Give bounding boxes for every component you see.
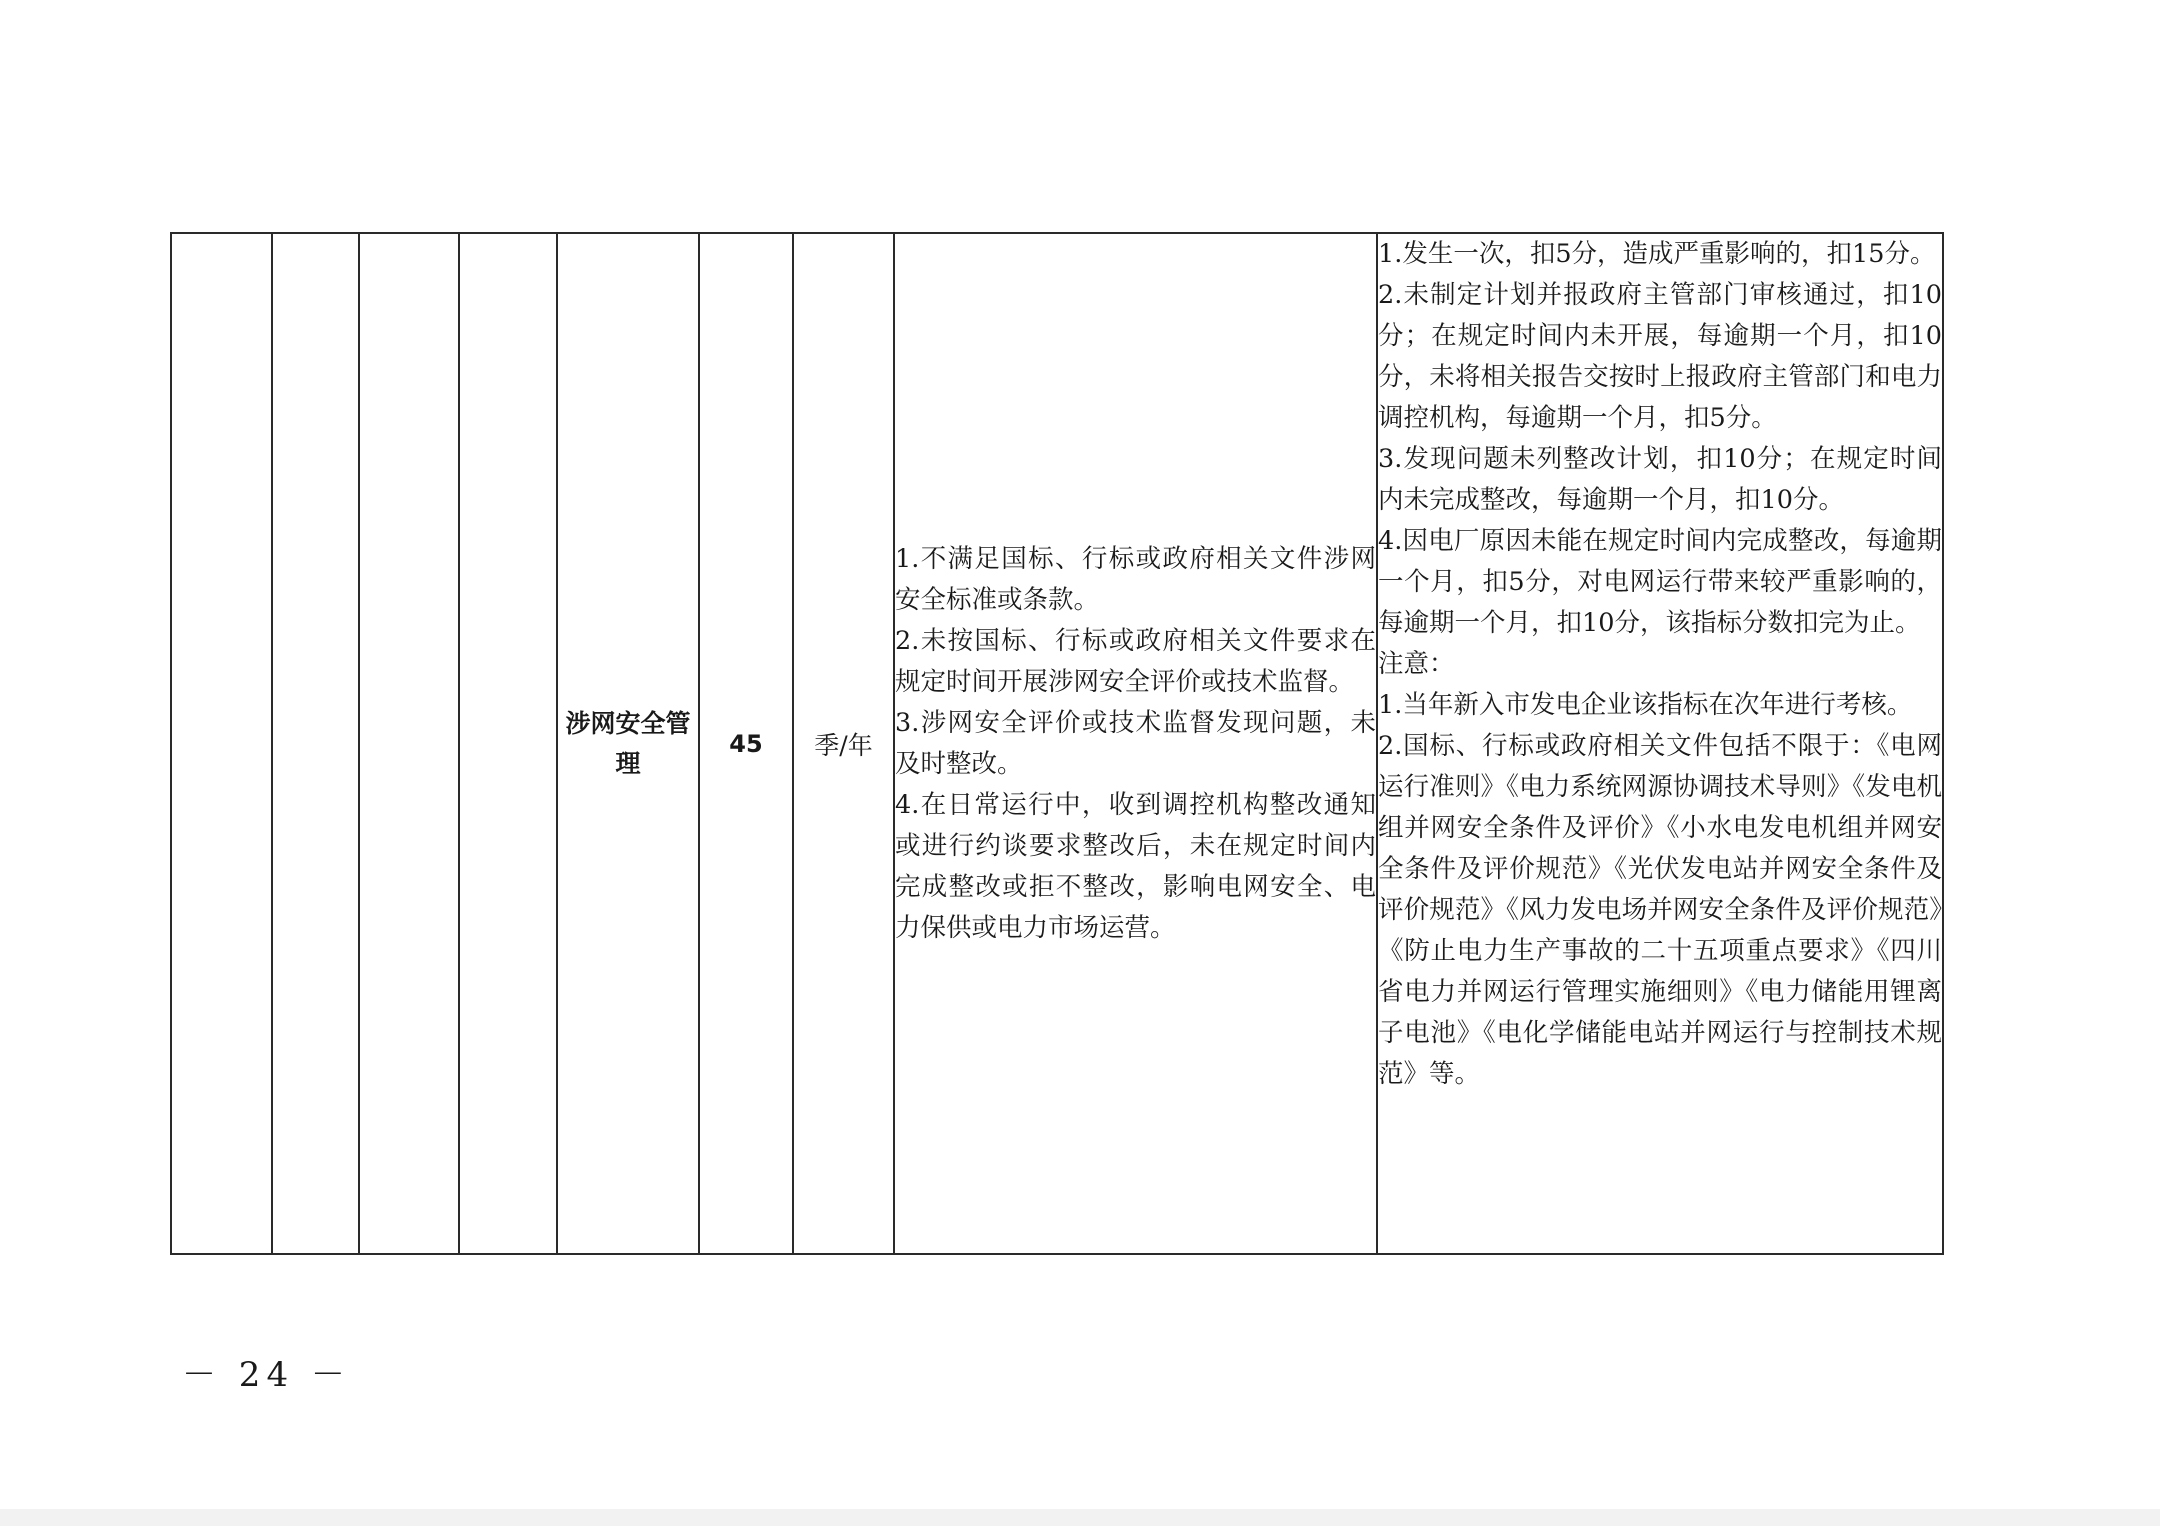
criteria-item-3: 3.涉网安全评价或技术监督发现问题，未及时整改。	[895, 707, 1376, 779]
rule-item-4: 4.因电厂原因未能在规定时间内完成整改，每逾期一个月，扣5分，对电网运行带来较严重影响的，每逾期一个月，扣10分，该指标分数扣完为止。	[1378, 526, 1942, 638]
page-number: － 24 －	[182, 1355, 351, 1395]
empty-cell-3	[359, 233, 459, 1254]
cycle-cell	[793, 233, 894, 1254]
scoring-rules-cell	[1377, 233, 1943, 1254]
table-row	[171, 233, 1943, 1254]
criteria-item-1: 1.不满足国标、行标或政府相关文件涉网安全标准或条款。	[895, 543, 1376, 615]
rule-item-3: 3.发现问题未列整改计划，扣10分；在规定时间内未完成整改，每逾期一个月，扣10分。	[1378, 444, 1942, 515]
rule-note-heading: 注意：	[1378, 649, 1455, 679]
assessment-table	[170, 232, 1944, 1255]
criteria-item-4: 4.在日常运行中，收到调控机构整改通知或进行约谈要求整改后，未在规定时间内完成整改或拒不整改，影响电网安全、电力保供或电力市场运营。	[895, 789, 1376, 943]
cycle-value: 季/年	[814, 730, 873, 760]
empty-cell-2	[272, 233, 359, 1254]
rule-note-1: 1.当年新入市发电企业该指标在次年进行考核。	[1378, 690, 1913, 720]
rule-item-2: 2.未制定计划并报政府主管部门审核通过，扣10分；在规定时间内未开展，每逾期一个月，扣10分，未将相关报告交按时上报政府主管部门和电力调控机构，每逾期一个月，扣5分。	[1378, 280, 1942, 433]
score-cell	[699, 233, 793, 1254]
empty-cell-1	[171, 233, 272, 1254]
item-name: 涉网安全管理	[565, 708, 691, 778]
score-value: 45	[729, 729, 763, 758]
rule-note-2: 2.国标、行标或政府相关文件包括不限于：《电网运行准则》《电力系统网源协调技术导则》《发电机组并网安全条件及评价》《小水电发电机组并网安全条件及评价规范》《光伏发电站并网安全条件及评价规范》《风力发电场并网安全条件及评价规范》《防止电力生产事故的二十五项重点要求》《四川省电力并网运行管理实施细则》《电力储能用锂离子电池》《电化学储能电站并网运行与控制技术规范》等。	[1378, 731, 1942, 1089]
item-name-cell	[557, 233, 699, 1254]
criteria-cell	[894, 233, 1377, 1254]
rule-item-1: 1.发生一次，扣5分，造成严重影响的，扣15分。	[1378, 239, 1936, 269]
criteria-item-2: 2.未按国标、行标或政府相关文件要求在规定时间开展涉网安全评价或技术监督。	[895, 625, 1376, 697]
empty-cell-4	[459, 233, 557, 1254]
bottom-edge	[0, 1509, 2160, 1526]
